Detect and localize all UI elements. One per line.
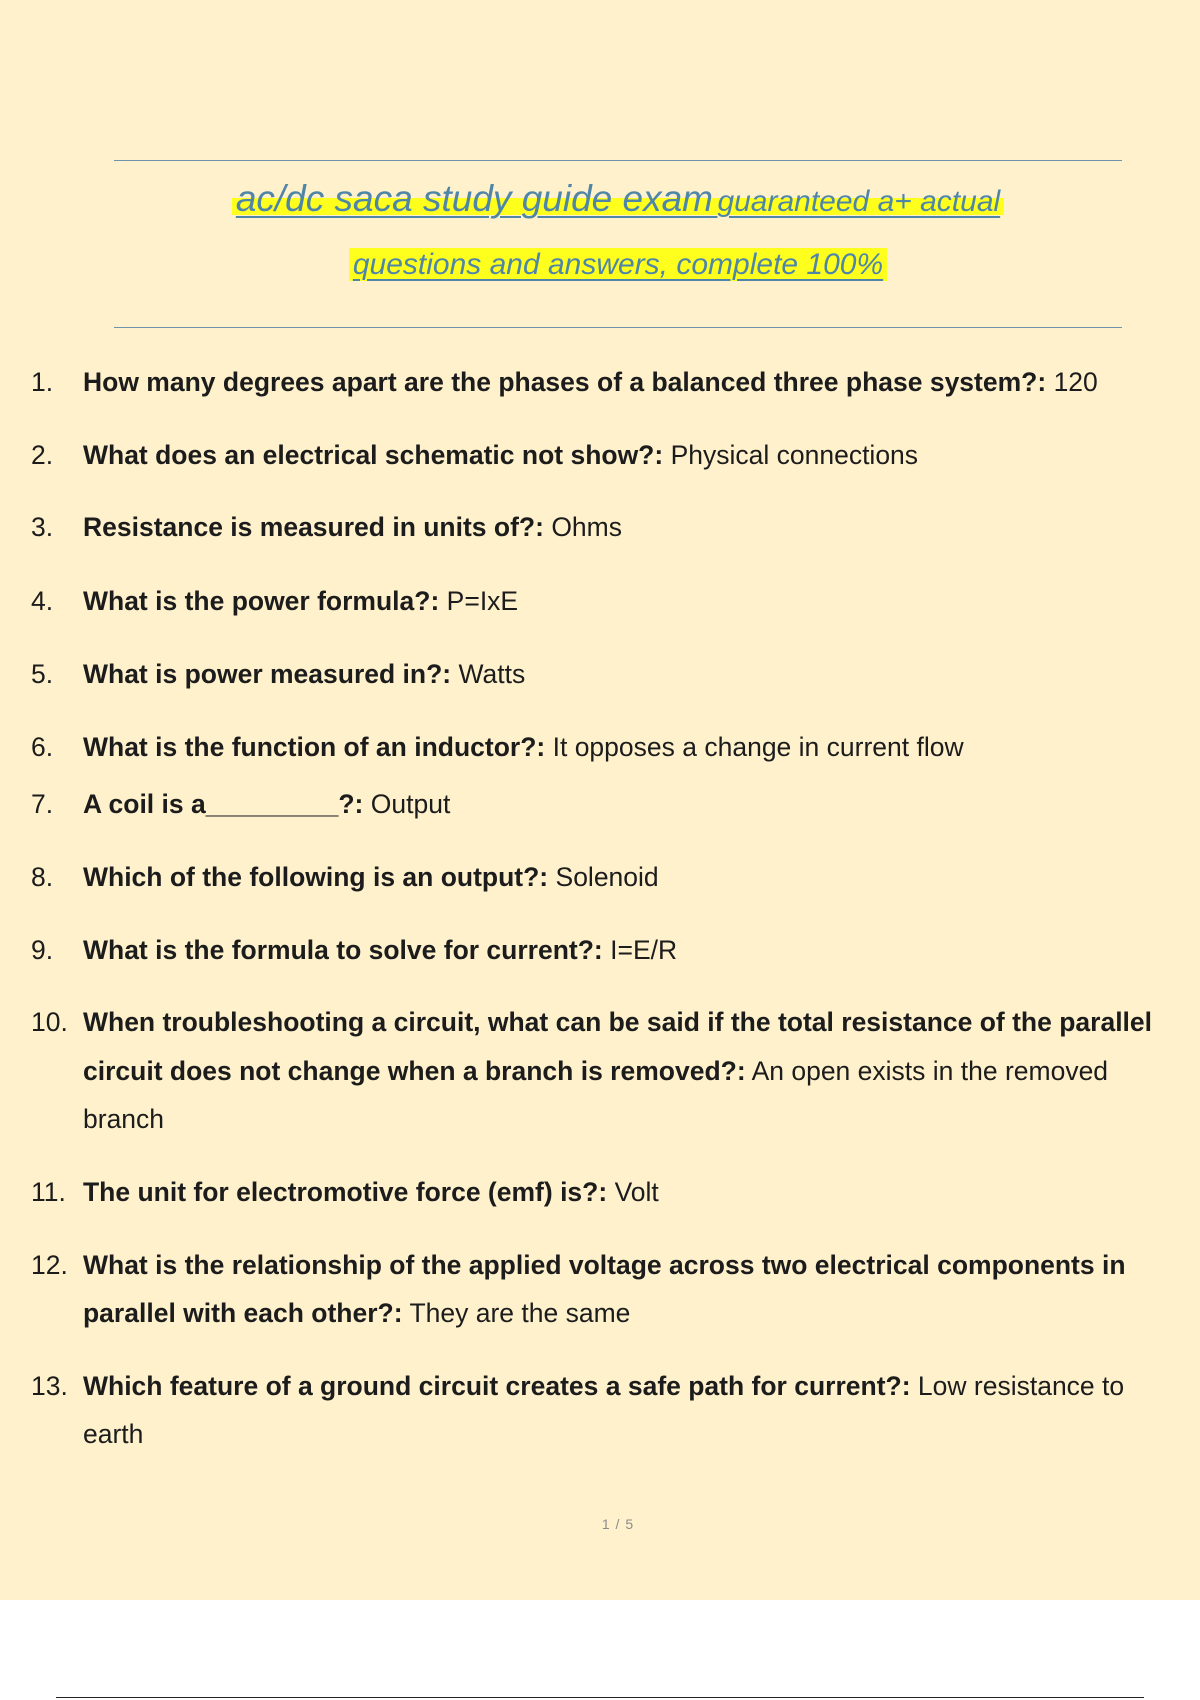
question-text: Which feature of a ground circuit creates a safe path for current?:: [83, 1371, 911, 1401]
question-text: parallel with each other?:: [83, 1298, 403, 1328]
question-number: 3.: [31, 512, 54, 542]
answer-text: 120: [1053, 367, 1098, 397]
question-number: 4.: [31, 586, 54, 616]
question-text: What is the power formula?:: [83, 586, 440, 616]
question-text: What is the formula to solve for current?:: [83, 935, 603, 965]
question-text: Resistance is measured in units of?:: [83, 512, 544, 542]
question-text: circuit does not change when a branch is removed?:: [83, 1056, 746, 1086]
answer-text: Output: [370, 789, 451, 819]
question-number: 8.: [31, 862, 54, 892]
page-indicator: 1 / 5: [601, 1516, 635, 1532]
answer-text: Solenoid: [555, 862, 659, 892]
question-number: 6.: [31, 732, 54, 762]
question-text: What is power measured in?:: [83, 659, 452, 689]
question-number: 2.: [31, 440, 54, 470]
answer-text: P=IxE: [446, 586, 519, 616]
title-tagline-text: guaranteed a+ actual: [717, 185, 1001, 218]
answer-text: An open exists in the removed: [751, 1056, 1109, 1086]
answer-text: Physical connections: [670, 440, 919, 470]
answer-text: earth: [83, 1419, 144, 1449]
question-number: 1.: [31, 367, 54, 397]
question-text: How many degrees apart are the phases of a balanced three phase system?:: [83, 367, 1047, 397]
title-main-text: ac/dc saca study guide exam: [235, 178, 713, 219]
page-separator-line: [56, 1697, 1144, 1698]
question-text: When troubleshooting a circuit, what can be said if the total resistance of the parallel: [83, 1007, 1153, 1037]
title-second-line-text: questions and answers, complete 100%: [349, 248, 887, 281]
question-text: What does an electrical schematic not show?:: [83, 440, 664, 470]
answer-text: Ohms: [551, 512, 622, 542]
answer-text: They are the same: [409, 1298, 631, 1328]
question-number: 7.: [31, 789, 54, 819]
answer-text: Low resistance to: [917, 1371, 1125, 1401]
question-text: A coil is a_________?:: [83, 789, 364, 819]
question-number: 10.: [31, 1007, 68, 1037]
answer-text: It opposes a change in current flow: [552, 732, 964, 762]
question-number: 5.: [31, 659, 54, 689]
question-number: 12.: [31, 1250, 68, 1280]
question-text: What is the relationship of the applied voltage across two electrical components in: [83, 1250, 1126, 1280]
question-number: 9.: [31, 935, 54, 965]
answer-text: Watts: [458, 659, 526, 689]
question-text: The unit for electromotive force (emf) is?:: [83, 1177, 608, 1207]
question-number: 13.: [31, 1371, 68, 1401]
answer-text: branch: [83, 1104, 165, 1134]
answer-text: I=E/R: [610, 935, 678, 965]
question-text: What is the function of an inductor?:: [83, 732, 546, 762]
question-number: 11.: [31, 1177, 66, 1207]
answer-text: Volt: [614, 1177, 659, 1207]
question-text: Which of the following is an output?:: [83, 862, 549, 892]
